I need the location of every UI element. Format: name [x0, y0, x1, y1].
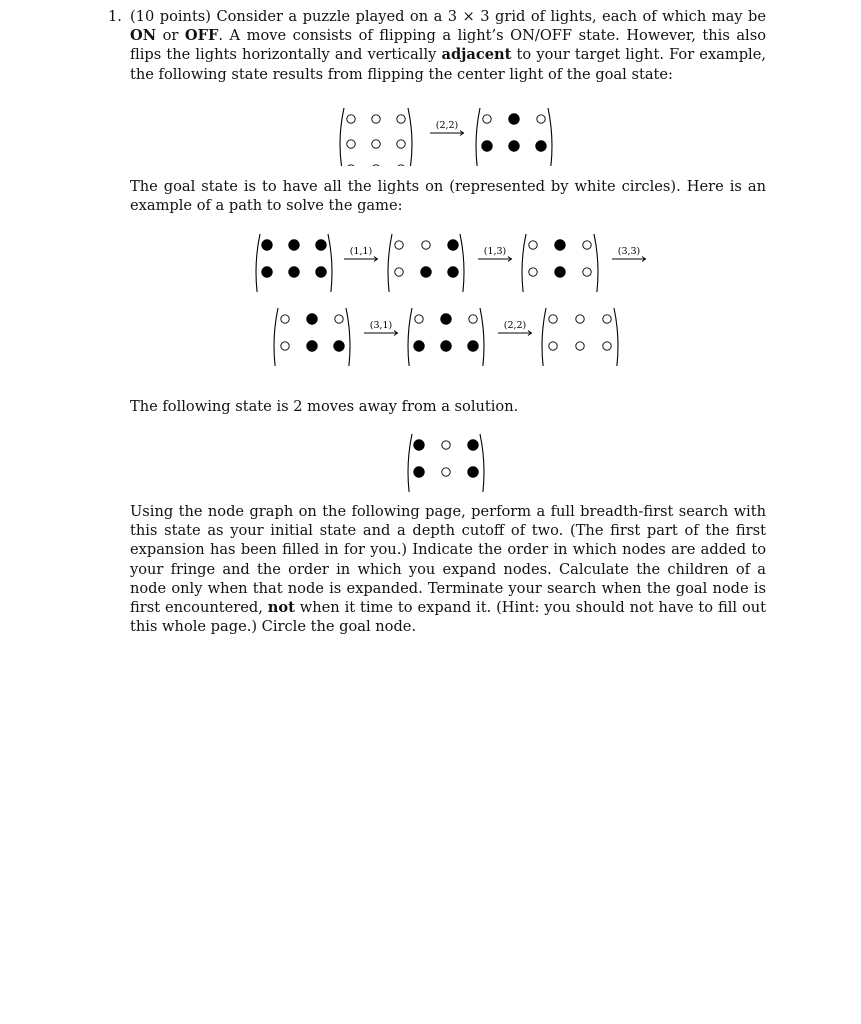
left-paren: [408, 434, 412, 492]
light-on: [307, 341, 317, 351]
matrix-center-flipped: [476, 108, 552, 166]
light-off: [422, 241, 430, 249]
light-off: [372, 165, 380, 166]
light-off: [529, 268, 537, 276]
left-paren: [256, 234, 260, 292]
light-on: [509, 114, 519, 124]
move-label: (1,3): [483, 246, 507, 257]
path-state-2: [388, 234, 464, 292]
right-paren: [548, 108, 552, 166]
left-paren: [522, 234, 526, 292]
left-paren: [340, 108, 344, 166]
light-on: [414, 341, 424, 351]
two-moves-paragraph: The following state is 2 moves away from a solution.: [130, 398, 519, 415]
light-on: [536, 141, 546, 151]
problem-number: 1.: [108, 8, 122, 25]
path-state-1: [256, 234, 332, 292]
on-keyword: ON: [130, 27, 157, 45]
path-arrow-3-3: [612, 246, 646, 262]
light-off: [576, 342, 584, 350]
move-label: (3,3): [617, 246, 641, 257]
light-on: [555, 267, 565, 277]
left-paren: [274, 308, 278, 366]
light-off: [281, 342, 289, 350]
light-off: [397, 115, 405, 123]
light-off: [483, 115, 491, 123]
light-off: [335, 315, 343, 323]
light-off: [583, 268, 591, 276]
off-keyword: OFF: [184, 27, 219, 45]
light-off: [415, 315, 423, 323]
goal-paragraph: The goal state is to have all the lights on (represented by white circles). Here is an example of a path to solve the game:: [130, 178, 766, 215]
light-off: [442, 468, 450, 476]
light-on: [555, 240, 565, 250]
light-on: [468, 440, 478, 450]
light-on: [414, 440, 424, 450]
light-on: [468, 467, 478, 477]
light-off: [603, 342, 611, 350]
light-on: [482, 141, 492, 151]
move-label: (2,2): [435, 120, 459, 131]
light-on: [307, 314, 317, 324]
right-paren: [460, 234, 464, 292]
light-on: [468, 341, 478, 351]
right-paren: [480, 434, 484, 492]
move-arrow-2-2: [430, 120, 464, 136]
path-state-goal: [542, 308, 618, 366]
path-arrow-1-3: [478, 246, 512, 262]
light-on: [414, 467, 424, 477]
light-on: [448, 267, 458, 277]
light-on: [448, 240, 458, 250]
light-on: [262, 267, 272, 277]
problem-intro: 1. (10 points) Consider a puzzle played on a 3 × 3 grid of lights, each of which may be ON or OFF. A move consists of flipping a light’s ON/OFF state. However, this also flips the lights horizontally and vertically adjacent to your target light. For example, the following state results from flipping the center light of the goal state:: [108, 8, 766, 83]
left-paren: [542, 308, 546, 366]
path-state-3: [522, 234, 598, 292]
light-off: [395, 268, 403, 276]
path-arrow-3-1: [364, 320, 398, 336]
left-paren: [388, 234, 392, 292]
light-on: [334, 341, 344, 351]
matrix-all-off: [340, 108, 412, 166]
right-paren: [328, 234, 332, 292]
light-off: [281, 315, 289, 323]
right-paren: [594, 234, 598, 292]
initial-state-matrix: [408, 434, 484, 492]
light-off: [549, 342, 557, 350]
light-on: [316, 267, 326, 277]
path-state-5: [408, 308, 484, 366]
light-on: [289, 240, 299, 250]
left-paren: [476, 108, 480, 166]
solution-path-row-2: [266, 300, 646, 366]
light-off: [347, 140, 355, 148]
light-off: [372, 140, 380, 148]
light-on: [421, 267, 431, 277]
solution-path-row-1: [248, 226, 668, 292]
light-off: [395, 241, 403, 249]
light-off: [347, 115, 355, 123]
light-off: [372, 115, 380, 123]
light-off: [442, 441, 450, 449]
right-paren: [614, 308, 618, 366]
path-state-4: [274, 308, 350, 366]
light-on: [509, 141, 519, 151]
task-paragraph: Using the node graph on the following page, perform a full breadth-first search with this state as your initial state and a depth cutoff of two. (The first part of the first expansion has been filled in for you.) Indicate the order in which nodes are added to your fringe and the order in which you expand nodes. Calculate the children of a node only when that node is expanded. Terminate your search when the goal node is first encountered, not when it time to expand it. (Hint: you should not have to fill out this whole page.) Circle the goal node.: [130, 503, 767, 636]
light-off: [603, 315, 611, 323]
adjacent-keyword: adjacent: [441, 46, 512, 64]
light-on: [289, 267, 299, 277]
light-off: [397, 140, 405, 148]
light-on: [316, 240, 326, 250]
light-off: [347, 165, 355, 166]
light-on: [262, 240, 272, 250]
left-paren: [408, 308, 412, 366]
initial-state-figure: [398, 426, 494, 492]
path-arrow-1-1: [344, 246, 378, 262]
move-label: (1,1): [349, 246, 373, 257]
path-arrow-2-2: [498, 320, 532, 336]
move-label: (3,1): [369, 320, 393, 331]
right-paren: [346, 308, 350, 366]
light-off: [529, 241, 537, 249]
light-on: [441, 341, 451, 351]
light-off: [469, 315, 477, 323]
light-off: [583, 241, 591, 249]
move-label: (2,2): [503, 320, 527, 331]
light-off: [537, 115, 545, 123]
light-off: [576, 315, 584, 323]
not-keyword: not: [267, 599, 295, 617]
example-flip-figure: [330, 100, 570, 166]
light-off: [549, 315, 557, 323]
right-paren: [408, 108, 412, 166]
light-off: [397, 165, 405, 166]
light-on: [441, 314, 451, 324]
right-paren: [480, 308, 484, 366]
